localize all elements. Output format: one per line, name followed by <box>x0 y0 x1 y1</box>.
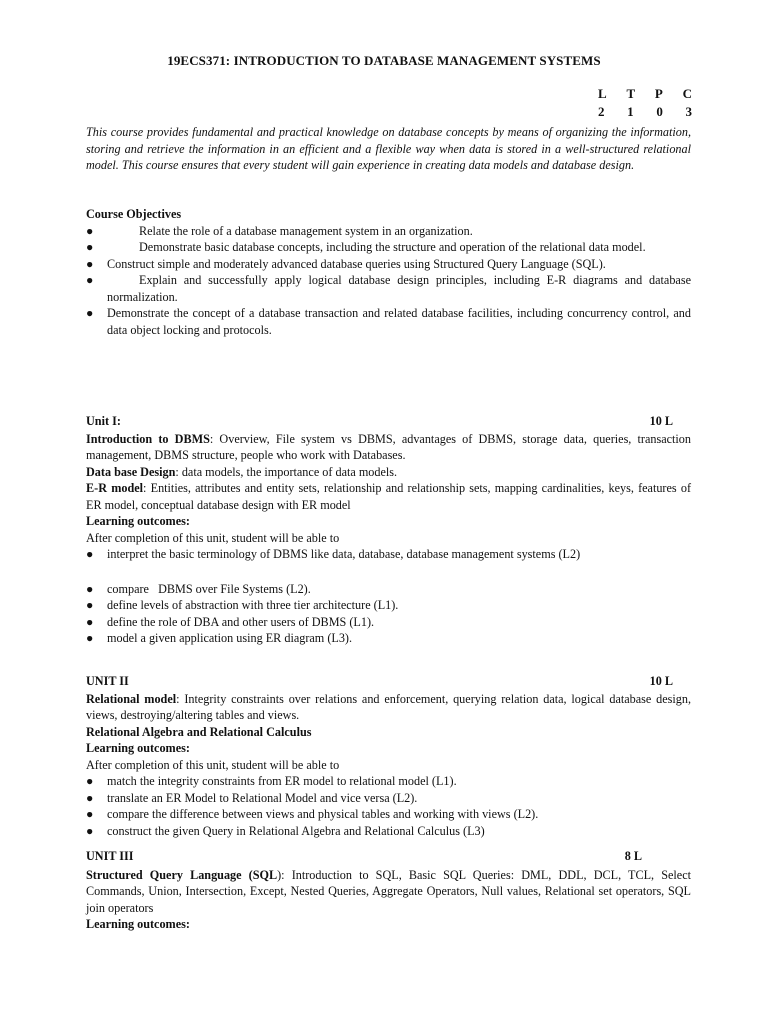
objectives-heading: Course Objectives <box>86 207 182 221</box>
bullet-icon: ● <box>86 807 94 821</box>
ltpc-value-l: 2 <box>598 104 605 119</box>
bullet-icon: ● <box>86 547 94 561</box>
unit-1-topic: E-R model: Entities, attributes and entity sets, relationship and relationship sets, mapping cardinalities, keys, features of ER model, conceptual database design with ER model <box>86 481 691 512</box>
objectives-section <box>86 206 691 338</box>
outcome-item: ● match the integrity constraints from ER model to relational model (L1). <box>86 774 457 788</box>
unit-3-header <box>86 848 691 865</box>
bullet-icon: ● <box>86 598 94 612</box>
ltpc-label-l: L <box>598 86 607 101</box>
ltpc-value-p: 0 <box>656 104 663 119</box>
bullet-icon: ● <box>86 223 94 238</box>
bullet-icon: ● <box>86 240 94 254</box>
ltpc-value-c: 3 <box>685 104 692 119</box>
bullet-icon: ● <box>86 790 94 805</box>
unit-1-topic: Data base Design: data models, the importance of data models. <box>86 464 398 479</box>
objective-item: ● Demonstrate the concept of a database transaction and related database facilities, including concurrency control, and data object locking and protocols. <box>86 306 691 337</box>
unit-1-header <box>86 413 691 430</box>
outcome-item: ● compare the difference between views and physical tables and working with views (L2). <box>86 807 539 821</box>
ltpc-values <box>598 104 692 121</box>
outcome-item: ● model a given application using ER diagram (L3). <box>86 631 353 645</box>
unit-1-hours: 10 L <box>649 414 673 428</box>
objective-item: ● Relate the role of a database management system in an organization. <box>86 223 473 238</box>
outcome-item: ● translate an ER Model to Relational Model and vice versa (L2). <box>86 790 418 805</box>
objective-item: ● Explain and successfully apply logical database design principles, including E-R diagrams and database normalization. <box>86 273 691 304</box>
unit-1-heading: Unit I: <box>86 414 121 428</box>
ltpc-label-c: C <box>682 86 692 101</box>
outcome-item: ● interpret the basic terminology of DBMS like data, database, database management systems (L2) <box>86 547 581 561</box>
unit-2-header <box>86 673 691 690</box>
bullet-icon: ● <box>86 823 94 838</box>
unit-3-hours: 8 L <box>624 849 642 863</box>
course-title: 19ECS371: INTRODUCTION TO DATABASE MANAGEMENT SYSTEMS <box>167 53 601 68</box>
bullet-icon: ● <box>86 631 94 645</box>
ltpc-labels <box>598 86 692 103</box>
bullet-icon: ● <box>86 306 94 320</box>
unit-2-lo-intro: After completion of this unit, student will be able to <box>86 757 340 772</box>
objective-item: ● Demonstrate basic database concepts, including the structure and operation of the relational data model. <box>86 240 646 254</box>
ltpc-value-t: 1 <box>627 104 634 119</box>
unit-2-hours: 10 L <box>649 674 673 688</box>
bullet-icon: ● <box>86 273 94 287</box>
unit-1-section <box>86 413 691 647</box>
outcome-item: ● compare DBMS over File Systems (L2). <box>86 581 311 596</box>
course-intro: This course provides fundamental and practical knowledge on database concepts by means of organizing the information, storing and retrieve the information in an efficient and a flexible way when data is stored in a well-structured relational model. This course ensures that every student will gain experience in creating data models and database design. <box>86 125 691 172</box>
ltpc-label-p: P <box>654 86 663 101</box>
objective-item: ● Construct simple and moderately advanced database queries using Structured Query Language (SQL). <box>86 256 606 271</box>
bullet-icon: ● <box>86 614 94 629</box>
outcome-item: ● define levels of abstraction with three tier architecture (L1). <box>86 598 399 612</box>
bullet-icon: ● <box>86 774 94 788</box>
unit-2-heading: UNIT II <box>86 674 129 688</box>
unit-1-topic: Introduction to DBMS: Overview, File system vs DBMS, advantages of DBMS, storage data, queries, transaction management, DBMS structure, people who work with Databases. <box>86 431 691 462</box>
unit-3-section <box>86 848 691 933</box>
unit-3-topic: Structured Query Language (SQL): Introduction to SQL, Basic SQL Queries: DML, DDL, DCL, TCL, Select Commands, Union, Intersection, Except, Nested Queries, Aggregate Operators, Null values, Relational set operators, SQL join operators <box>86 867 691 915</box>
outcome-item: ● define the role of DBA and other users of DBMS (L1). <box>86 614 375 629</box>
bullet-icon: ● <box>86 256 94 271</box>
unit-1-lo-heading: Learning outcomes: <box>86 514 190 528</box>
bullet-icon: ● <box>86 581 94 596</box>
unit-1-lo-intro: After completion of this unit, student will be able to <box>86 530 340 545</box>
unit-3-heading: UNIT III <box>86 849 134 863</box>
unit-3-lo-heading: Learning outcomes: <box>86 917 190 931</box>
outcome-item: ● construct the given Query in Relational Algebra and Relational Calculus (L3) <box>86 823 485 838</box>
unit-2-lo-heading: Learning outcomes: <box>86 741 190 755</box>
unit-2-section <box>86 673 691 839</box>
unit-2-topic: Relational model: Integrity constraints over relations and enforcement, querying relation data, logical database design, views, destroying/altering tables and views. <box>86 691 692 722</box>
ltpc-label-t: T <box>626 86 636 101</box>
unit-2-subheading: Relational Algebra and Relational Calculus <box>86 724 312 739</box>
